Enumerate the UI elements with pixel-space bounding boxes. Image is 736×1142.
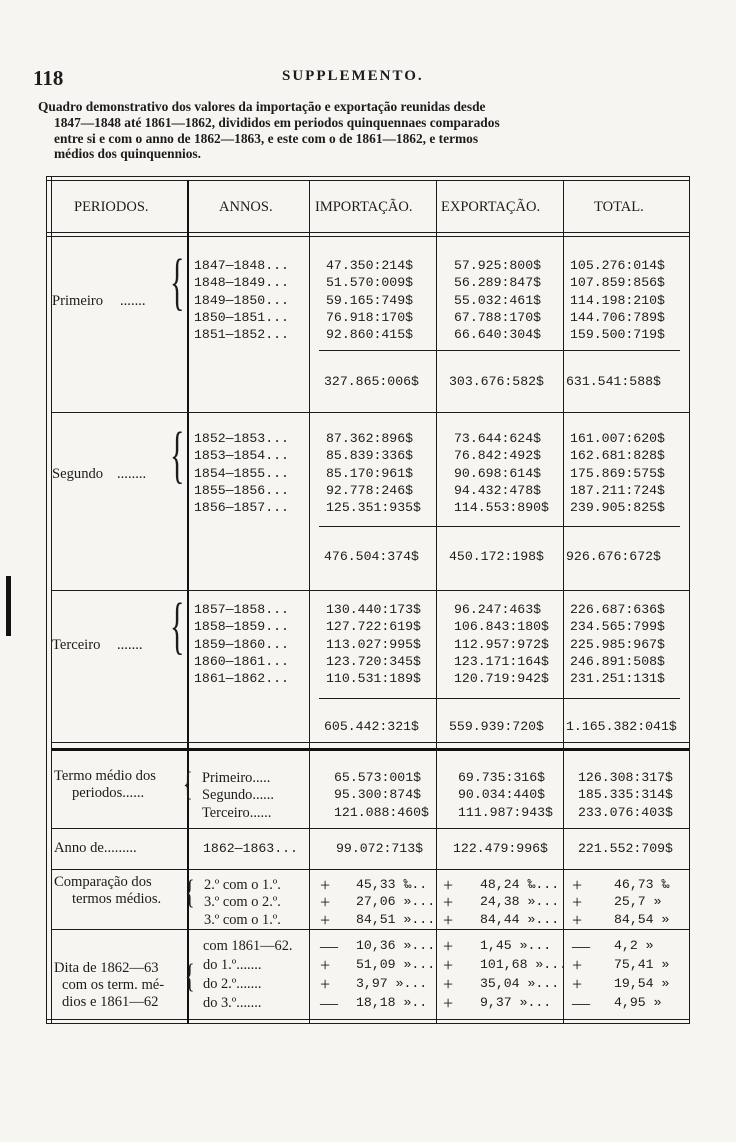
import-value-cell: 65.573:001$ — [334, 770, 422, 785]
comparison-cell: do 3.º....... — [203, 995, 262, 1011]
export-value-cell: 112.957:972$ — [454, 636, 549, 652]
termo-period-cell: Segundo...... — [202, 787, 274, 804]
termo-label: periodos...... — [72, 785, 145, 801]
comparison-cell: do 1.º....... — [203, 957, 262, 973]
total-value-cell: 114.198:210$ — [570, 292, 665, 308]
import-value-cell: 127.722:619$ — [326, 619, 421, 635]
import-subtotal-cell: 327.865:006$ — [324, 374, 419, 389]
table-rule — [319, 526, 680, 527]
period-dots: ....... — [117, 636, 143, 653]
sign-cell: + — [320, 909, 331, 930]
total-percent-cell: 4,95 » — [614, 995, 662, 1010]
total-value-cell: 107.859:856$ — [570, 275, 665, 291]
import-subtotal-cell: 476.504:374$ — [324, 549, 419, 564]
export-value-cell: 76.842:492$ — [454, 448, 542, 464]
export-value-cell: 96.247:463$ — [454, 602, 542, 617]
period-year-cell: 1859—1860... — [194, 636, 289, 652]
curly-brace: { — [170, 420, 185, 491]
sign-cell: — — [572, 993, 590, 1013]
export-percent-cell: 84,44 »... — [480, 911, 560, 927]
table-rule — [563, 180, 564, 1024]
import-value-cell: 95.300:874$ — [334, 787, 422, 803]
total-subtotal-cell: 1.165.382:041$ — [566, 719, 677, 734]
total-subtotal-cell: 926.676:672$ — [566, 549, 661, 564]
curly-brace: { — [185, 874, 195, 912]
export-value-cell: 106.843:180$ — [454, 619, 549, 635]
period-year-cell: 1850—1851... — [194, 309, 289, 325]
sign-cell: + — [572, 909, 583, 930]
total-value-cell: 231.251:131$ — [570, 671, 665, 687]
sign-cell: + — [443, 875, 454, 895]
table-rule — [319, 350, 680, 351]
total-percent-cell: 46,73 ‰ — [614, 877, 670, 892]
total-value-cell: 159.500:719$ — [570, 327, 665, 343]
total-percent-cell: 19,54 » — [614, 976, 670, 991]
export-value-cell: 73.644:624$ — [454, 431, 542, 446]
period-year-cell: 1851—1852... — [194, 327, 289, 343]
export-value-cell: 57.925:800$ — [454, 258, 542, 273]
sign-cell: + — [320, 892, 331, 913]
import-value-cell: 87.362:896$ — [326, 431, 414, 446]
table-rule — [52, 869, 689, 870]
import-percent-cell: 3,97 »... — [356, 976, 428, 991]
total-value-cell: 185.335:314$ — [578, 787, 673, 803]
total-value-cell: 175.869:575$ — [570, 465, 665, 481]
export-percent-cell: 101,68 »... — [480, 957, 568, 972]
dita-label: com os term. mé- — [62, 977, 165, 993]
sign-cell: + — [443, 892, 454, 913]
comparison-cell: 3.º com o 2.º. — [204, 894, 281, 911]
export-percent-cell: 9,37 »... — [480, 995, 552, 1010]
total-value-cell: 225.985:967$ — [570, 636, 665, 652]
termo-period-cell: Terceiro...... — [202, 804, 272, 821]
import-percent-cell: 84,51 »... — [356, 911, 436, 927]
caption-line: 1847—1848 até 1861—1862, divididos em periodos quinquennaes comparados — [54, 114, 500, 130]
comparison-cell: 2.º com o 1.º. — [204, 877, 281, 893]
table-rule — [52, 929, 689, 930]
export-subtotal-cell: 303.676:582$ — [449, 374, 544, 389]
export-value-cell: 120.719:942$ — [454, 671, 549, 687]
export-value-cell: 114.553:890$ — [454, 500, 549, 516]
import-percent-cell: 18,18 ».. — [356, 995, 428, 1010]
total-value-cell: 144.706:789$ — [570, 309, 665, 325]
sign-cell: + — [443, 993, 454, 1013]
sign-cell: + — [572, 892, 583, 913]
comparacao-label: Comparação dos — [54, 874, 152, 890]
period-year-cell: 1856—1857... — [194, 500, 289, 516]
import-value-cell: 123.720:345$ — [326, 653, 421, 669]
comparacao-label: termos médios. — [72, 891, 162, 907]
table-rule — [52, 742, 689, 743]
period-year-cell: 1847—1848... — [194, 258, 289, 273]
table-rule — [46, 236, 690, 237]
export-subtotal-cell: 450.172:198$ — [449, 549, 544, 564]
import-percent-cell: 27,06 »... — [356, 894, 436, 910]
sign-cell: + — [572, 875, 583, 895]
table-rule — [436, 180, 437, 1024]
table-rule — [52, 590, 689, 591]
period-name-label: Segundo — [52, 465, 104, 482]
curly-brace: { — [185, 958, 195, 996]
import-percent-cell: 45,33 ‰.. — [356, 877, 428, 892]
curly-brace: { — [183, 766, 193, 804]
export-value-cell: 66.640:304$ — [454, 327, 542, 343]
period-year-cell: 1858—1859... — [194, 619, 289, 635]
sign-cell: + — [320, 955, 331, 975]
import-value-cell: 92.778:246$ — [326, 482, 414, 498]
import-value-cell: 51.570:009$ — [326, 275, 414, 291]
table-rule — [52, 828, 689, 829]
dita-label: dios e 1861—62 — [62, 994, 159, 1010]
total-value-cell: 221.552:709$ — [578, 841, 673, 856]
caption-line: entre si e com o anno de 1862—1863, e este com o de 1861—1862, e termos — [54, 130, 479, 146]
caption-line: Quadro demonstrativo dos valores da importação e exportação reunidas desde — [38, 99, 486, 114]
export-percent-cell: 35,04 »... — [480, 976, 560, 991]
total-value-cell: 233.076:403$ — [578, 804, 673, 820]
header-annos: ANNOS. — [219, 199, 273, 215]
total-percent-cell: 84,54 » — [614, 911, 670, 927]
table-rule — [46, 180, 690, 181]
period-year-cell: 1848—1849... — [194, 275, 289, 291]
total-percent-cell: 4,2 » — [614, 938, 654, 953]
total-value-cell: 234.565:799$ — [570, 619, 665, 635]
period-dots: ........ — [117, 465, 147, 482]
sign-cell: + — [572, 955, 583, 975]
period-year-cell: 1861—1862... — [194, 671, 289, 687]
export-percent-cell: 48,24 ‰... — [480, 877, 560, 892]
sign-cell: + — [443, 955, 454, 975]
import-value-cell: 85.839:336$ — [326, 448, 414, 464]
export-percent-cell: 1,45 »... — [480, 938, 552, 953]
export-value-cell: 90.034:440$ — [458, 787, 546, 803]
table-rule — [46, 1019, 690, 1020]
import-value-cell: 47.350:214$ — [326, 258, 414, 273]
period-year-cell: 1852—1853... — [194, 431, 289, 446]
total-value-cell: 105.276:014$ — [570, 258, 665, 273]
period-year-cell: 1860—1861... — [194, 653, 289, 669]
import-value-cell: 85.170:961$ — [326, 465, 414, 481]
sign-cell: + — [320, 875, 331, 895]
total-subtotal-cell: 631.541:588$ — [566, 374, 661, 389]
anno-year-cell: 1862—1863... — [203, 841, 298, 856]
export-value-cell: 69.735:316$ — [458, 770, 546, 785]
period-year-cell: 1849—1850... — [194, 292, 289, 308]
period-name-label: Terceiro — [52, 636, 101, 653]
import-value-cell: 125.351:935$ — [326, 500, 421, 516]
termo-period-cell: Primeiro..... — [202, 770, 271, 786]
sign-cell: — — [320, 993, 338, 1013]
total-value-cell: 246.891:508$ — [570, 653, 665, 669]
export-value-cell: 67.788:170$ — [454, 309, 542, 325]
total-value-cell: 162.681:828$ — [570, 448, 665, 464]
header-importacao: IMPORTAÇÃO. — [315, 199, 413, 215]
total-value-cell: 239.905:825$ — [570, 500, 665, 516]
dita-label: Dita de 1862—63 — [54, 960, 159, 976]
page-number: 118 — [33, 66, 64, 90]
total-percent-cell: 75,41 » — [614, 957, 670, 972]
import-percent-cell: 10,36 »... — [356, 938, 436, 953]
total-value-cell: 187.211:724$ — [570, 482, 665, 498]
table-rule — [309, 180, 310, 1024]
export-value-cell: 56.289:847$ — [454, 275, 542, 291]
export-value-cell: 111.987:943$ — [458, 804, 553, 820]
total-value-cell: 226.687:636$ — [570, 602, 665, 617]
sign-cell: — — [572, 936, 590, 956]
comparison-cell: 3.º com o 1.º. — [204, 911, 281, 928]
anno-label: Anno de......... — [54, 840, 137, 856]
import-value-cell: 110.531:189$ — [326, 671, 421, 687]
table-caption — [38, 99, 698, 162]
sign-cell: + — [443, 909, 454, 930]
running-head: SUPPLEMENTO. — [282, 68, 424, 84]
header-exportacao: EXPORTAÇÃO. — [441, 199, 541, 215]
comparison-cell: do 2.º....... — [203, 976, 262, 992]
header-periodos: PERIODOS. — [74, 199, 149, 215]
import-value-cell: 113.027:995$ — [326, 636, 421, 652]
period-dots: ....... — [120, 292, 146, 309]
period-year-cell: 1855—1856... — [194, 482, 289, 498]
table-rule — [319, 698, 680, 699]
sign-cell: — — [320, 936, 338, 956]
import-value-cell: 121.088:460$ — [334, 804, 429, 820]
curly-brace: { — [170, 247, 185, 318]
sign-cell: + — [572, 974, 583, 994]
import-percent-cell: 51,09 »... — [356, 957, 436, 972]
comparison-cell: com 1861—62. — [203, 938, 293, 954]
import-value-cell: 130.440:173$ — [326, 602, 421, 617]
period-year-cell: 1857—1858... — [194, 602, 289, 617]
sign-cell: + — [443, 936, 454, 956]
margin-mark — [6, 576, 11, 636]
import-value-cell: 59.165:749$ — [326, 292, 414, 308]
export-value-cell: 55.032:461$ — [454, 292, 542, 308]
export-value-cell: 123.171:164$ — [454, 653, 549, 669]
header-total: TOTAL. — [594, 199, 644, 215]
total-value-cell: 126.308:317$ — [578, 770, 673, 785]
import-value-cell: 92.860:415$ — [326, 327, 414, 343]
table-rule — [46, 232, 690, 233]
period-year-cell: 1853—1854... — [194, 448, 289, 464]
import-value-cell: 99.072:713$ — [336, 841, 424, 856]
import-subtotal-cell: 605.442:321$ — [324, 719, 419, 734]
import-value-cell: 76.918:170$ — [326, 309, 414, 325]
period-name-label: Primeiro — [52, 292, 104, 309]
period-year-cell: 1854—1855... — [194, 465, 289, 481]
sign-cell: + — [320, 974, 331, 994]
table-rule — [689, 176, 690, 1024]
caption-line: médios dos quinquennios. — [54, 146, 201, 162]
export-subtotal-cell: 559.939:720$ — [449, 719, 544, 734]
sign-cell: + — [443, 974, 454, 994]
table-rule — [52, 748, 690, 751]
export-value-cell: 94.432:478$ — [454, 482, 542, 498]
export-percent-cell: 24,38 »... — [480, 894, 560, 910]
total-percent-cell: 25,7 » — [614, 894, 662, 910]
termo-label: Termo médio dos — [54, 768, 156, 784]
table-rule — [46, 176, 690, 177]
table-rule — [46, 1023, 690, 1024]
table-rule — [46, 176, 47, 1024]
table-rule — [52, 412, 689, 413]
export-value-cell: 90.698:614$ — [454, 465, 542, 481]
total-value-cell: 161.007:620$ — [570, 431, 665, 446]
curly-brace: { — [170, 591, 185, 662]
export-value-cell: 122.479:996$ — [453, 841, 548, 856]
